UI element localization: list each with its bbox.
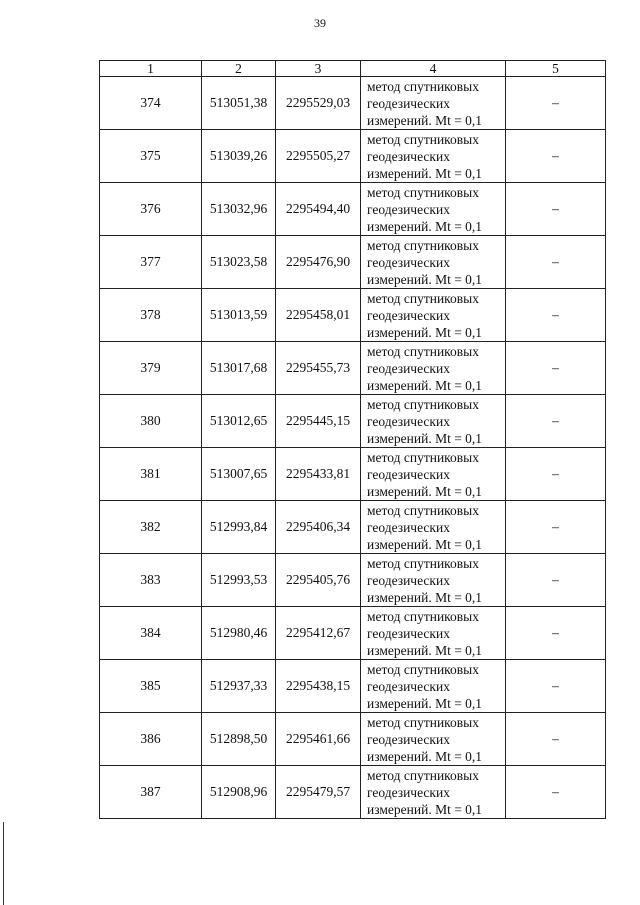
method-line: геодезических bbox=[367, 731, 450, 747]
note-cell: – bbox=[506, 395, 606, 448]
note-cell: – bbox=[506, 554, 606, 607]
point-number-cell: 380 bbox=[100, 395, 202, 448]
table-row bbox=[100, 183, 606, 236]
header-col-5: 5 bbox=[506, 61, 606, 77]
x-coordinate-cell: 513013,59 bbox=[202, 289, 276, 342]
method-line: метод спутниковых bbox=[367, 502, 479, 518]
method-cell bbox=[361, 395, 506, 448]
y-coordinate-cell: 2295529,03 bbox=[276, 77, 361, 130]
method-line: метод спутниковых bbox=[367, 767, 479, 783]
method-line: метод спутниковых bbox=[367, 661, 479, 677]
method-cell bbox=[361, 607, 506, 660]
method-line: измерений. Mt = 0,1 bbox=[367, 748, 483, 764]
method-line: метод спутниковых bbox=[367, 290, 479, 306]
x-coordinate-cell: 512980,46 bbox=[202, 607, 276, 660]
method-line: метод спутниковых bbox=[367, 131, 479, 147]
method-line: измерений. Mt = 0,1 bbox=[367, 430, 483, 446]
method-cell bbox=[361, 766, 506, 819]
table-row bbox=[100, 289, 606, 342]
method-line: измерений. Mt = 0,1 bbox=[367, 218, 483, 234]
x-coordinate-cell: 512898,50 bbox=[202, 713, 276, 766]
x-coordinate-cell: 513039,26 bbox=[202, 130, 276, 183]
note-cell: – bbox=[506, 77, 606, 130]
point-number-cell: 378 bbox=[100, 289, 202, 342]
method-line: метод спутниковых bbox=[367, 714, 479, 730]
method-line: геодезических bbox=[367, 201, 450, 217]
note-cell: – bbox=[506, 501, 606, 554]
note-cell: – bbox=[506, 607, 606, 660]
x-coordinate-cell: 512937,33 bbox=[202, 660, 276, 713]
method-line: измерений. Mt = 0,1 bbox=[367, 112, 483, 128]
header-row bbox=[100, 61, 606, 77]
method-line: геодезических bbox=[367, 254, 450, 270]
note-cell: – bbox=[506, 236, 606, 289]
x-coordinate-cell: 513023,58 bbox=[202, 236, 276, 289]
method-line: измерений. Mt = 0,1 bbox=[367, 801, 483, 817]
point-number-cell: 384 bbox=[100, 607, 202, 660]
y-coordinate-cell: 2295405,76 bbox=[276, 554, 361, 607]
x-coordinate-cell: 512908,96 bbox=[202, 766, 276, 819]
header-col-4: 4 bbox=[361, 61, 506, 77]
x-coordinate-cell: 513051,38 bbox=[202, 77, 276, 130]
table-row bbox=[100, 766, 606, 819]
point-number-cell: 382 bbox=[100, 501, 202, 554]
point-number-cell: 381 bbox=[100, 448, 202, 501]
method-line: геодезических bbox=[367, 678, 450, 694]
method-cell bbox=[361, 77, 506, 130]
method-line: геодезических bbox=[367, 784, 450, 800]
x-coordinate-cell: 512993,84 bbox=[202, 501, 276, 554]
header-col-2: 2 bbox=[202, 61, 276, 77]
y-coordinate-cell: 2295461,66 bbox=[276, 713, 361, 766]
header-col-1: 1 bbox=[100, 61, 202, 77]
header-col-3: 3 bbox=[276, 61, 361, 77]
y-coordinate-cell: 2295458,01 bbox=[276, 289, 361, 342]
method-line: измерений. Mt = 0,1 bbox=[367, 324, 483, 340]
note-cell: – bbox=[506, 448, 606, 501]
method-line: измерений. Mt = 0,1 bbox=[367, 695, 483, 711]
method-line: геодезических bbox=[367, 95, 450, 111]
method-line: измерений. Mt = 0,1 bbox=[367, 165, 483, 181]
y-coordinate-cell: 2295438,15 bbox=[276, 660, 361, 713]
table-row bbox=[100, 554, 606, 607]
note-cell: – bbox=[506, 130, 606, 183]
method-cell bbox=[361, 342, 506, 395]
method-line: метод спутниковых bbox=[367, 555, 479, 571]
y-coordinate-cell: 2295433,81 bbox=[276, 448, 361, 501]
coordinates-table bbox=[99, 60, 606, 819]
method-cell bbox=[361, 660, 506, 713]
method-cell bbox=[361, 713, 506, 766]
point-number-cell: 374 bbox=[100, 77, 202, 130]
table-row bbox=[100, 77, 606, 130]
table-row bbox=[100, 236, 606, 289]
method-line: геодезических bbox=[367, 572, 450, 588]
table-body bbox=[100, 77, 606, 819]
method-cell bbox=[361, 236, 506, 289]
note-cell: – bbox=[506, 289, 606, 342]
y-coordinate-cell: 2295445,15 bbox=[276, 395, 361, 448]
table-row bbox=[100, 342, 606, 395]
point-number-cell: 379 bbox=[100, 342, 202, 395]
method-line: измерений. Mt = 0,1 bbox=[367, 536, 483, 552]
point-number-cell: 387 bbox=[100, 766, 202, 819]
note-cell: – bbox=[506, 766, 606, 819]
point-number-cell: 377 bbox=[100, 236, 202, 289]
x-coordinate-cell: 513032,96 bbox=[202, 183, 276, 236]
table-row bbox=[100, 501, 606, 554]
table-row bbox=[100, 713, 606, 766]
method-line: метод спутниковых bbox=[367, 608, 479, 624]
method-line: измерений. Mt = 0,1 bbox=[367, 483, 483, 499]
note-cell: – bbox=[506, 660, 606, 713]
y-coordinate-cell: 2295455,73 bbox=[276, 342, 361, 395]
point-number-cell: 385 bbox=[100, 660, 202, 713]
x-coordinate-cell: 513017,68 bbox=[202, 342, 276, 395]
x-coordinate-cell: 513012,65 bbox=[202, 395, 276, 448]
method-line: метод спутниковых bbox=[367, 78, 479, 94]
x-coordinate-cell: 513007,65 bbox=[202, 448, 276, 501]
point-number-cell: 376 bbox=[100, 183, 202, 236]
method-line: геодезических bbox=[367, 360, 450, 376]
method-line: метод спутниковых bbox=[367, 396, 479, 412]
method-line: метод спутниковых bbox=[367, 449, 479, 465]
method-line: метод спутниковых bbox=[367, 343, 479, 359]
method-line: геодезических bbox=[367, 148, 450, 164]
point-number-cell: 383 bbox=[100, 554, 202, 607]
method-line: измерений. Mt = 0,1 bbox=[367, 271, 483, 287]
table-row bbox=[100, 395, 606, 448]
table-row bbox=[100, 607, 606, 660]
method-line: геодезических bbox=[367, 519, 450, 535]
note-cell: – bbox=[506, 342, 606, 395]
method-line: измерений. Mt = 0,1 bbox=[367, 589, 483, 605]
y-coordinate-cell: 2295479,57 bbox=[276, 766, 361, 819]
method-cell bbox=[361, 289, 506, 342]
method-cell bbox=[361, 501, 506, 554]
point-number-cell: 386 bbox=[100, 713, 202, 766]
note-cell: – bbox=[506, 183, 606, 236]
method-cell bbox=[361, 183, 506, 236]
point-number-cell: 375 bbox=[100, 130, 202, 183]
y-coordinate-cell: 2295406,34 bbox=[276, 501, 361, 554]
x-coordinate-cell: 512993,53 bbox=[202, 554, 276, 607]
method-line: измерений. Mt = 0,1 bbox=[367, 642, 483, 658]
page-number: 39 bbox=[314, 16, 326, 30]
method-line: геодезических bbox=[367, 466, 450, 482]
method-line: геодезических bbox=[367, 307, 450, 323]
note-cell: – bbox=[506, 713, 606, 766]
table-row bbox=[100, 130, 606, 183]
margin-line bbox=[3, 822, 4, 905]
method-line: измерений. Mt = 0,1 bbox=[367, 377, 483, 393]
method-line: геодезических bbox=[367, 625, 450, 641]
y-coordinate-cell: 2295505,27 bbox=[276, 130, 361, 183]
y-coordinate-cell: 2295412,67 bbox=[276, 607, 361, 660]
method-line: геодезических bbox=[367, 413, 450, 429]
method-cell bbox=[361, 554, 506, 607]
method-line: метод спутниковых bbox=[367, 184, 479, 200]
method-line: метод спутниковых bbox=[367, 237, 479, 253]
table-row bbox=[100, 448, 606, 501]
method-cell bbox=[361, 448, 506, 501]
y-coordinate-cell: 2295494,40 bbox=[276, 183, 361, 236]
table-row bbox=[100, 660, 606, 713]
y-coordinate-cell: 2295476,90 bbox=[276, 236, 361, 289]
method-cell bbox=[361, 130, 506, 183]
